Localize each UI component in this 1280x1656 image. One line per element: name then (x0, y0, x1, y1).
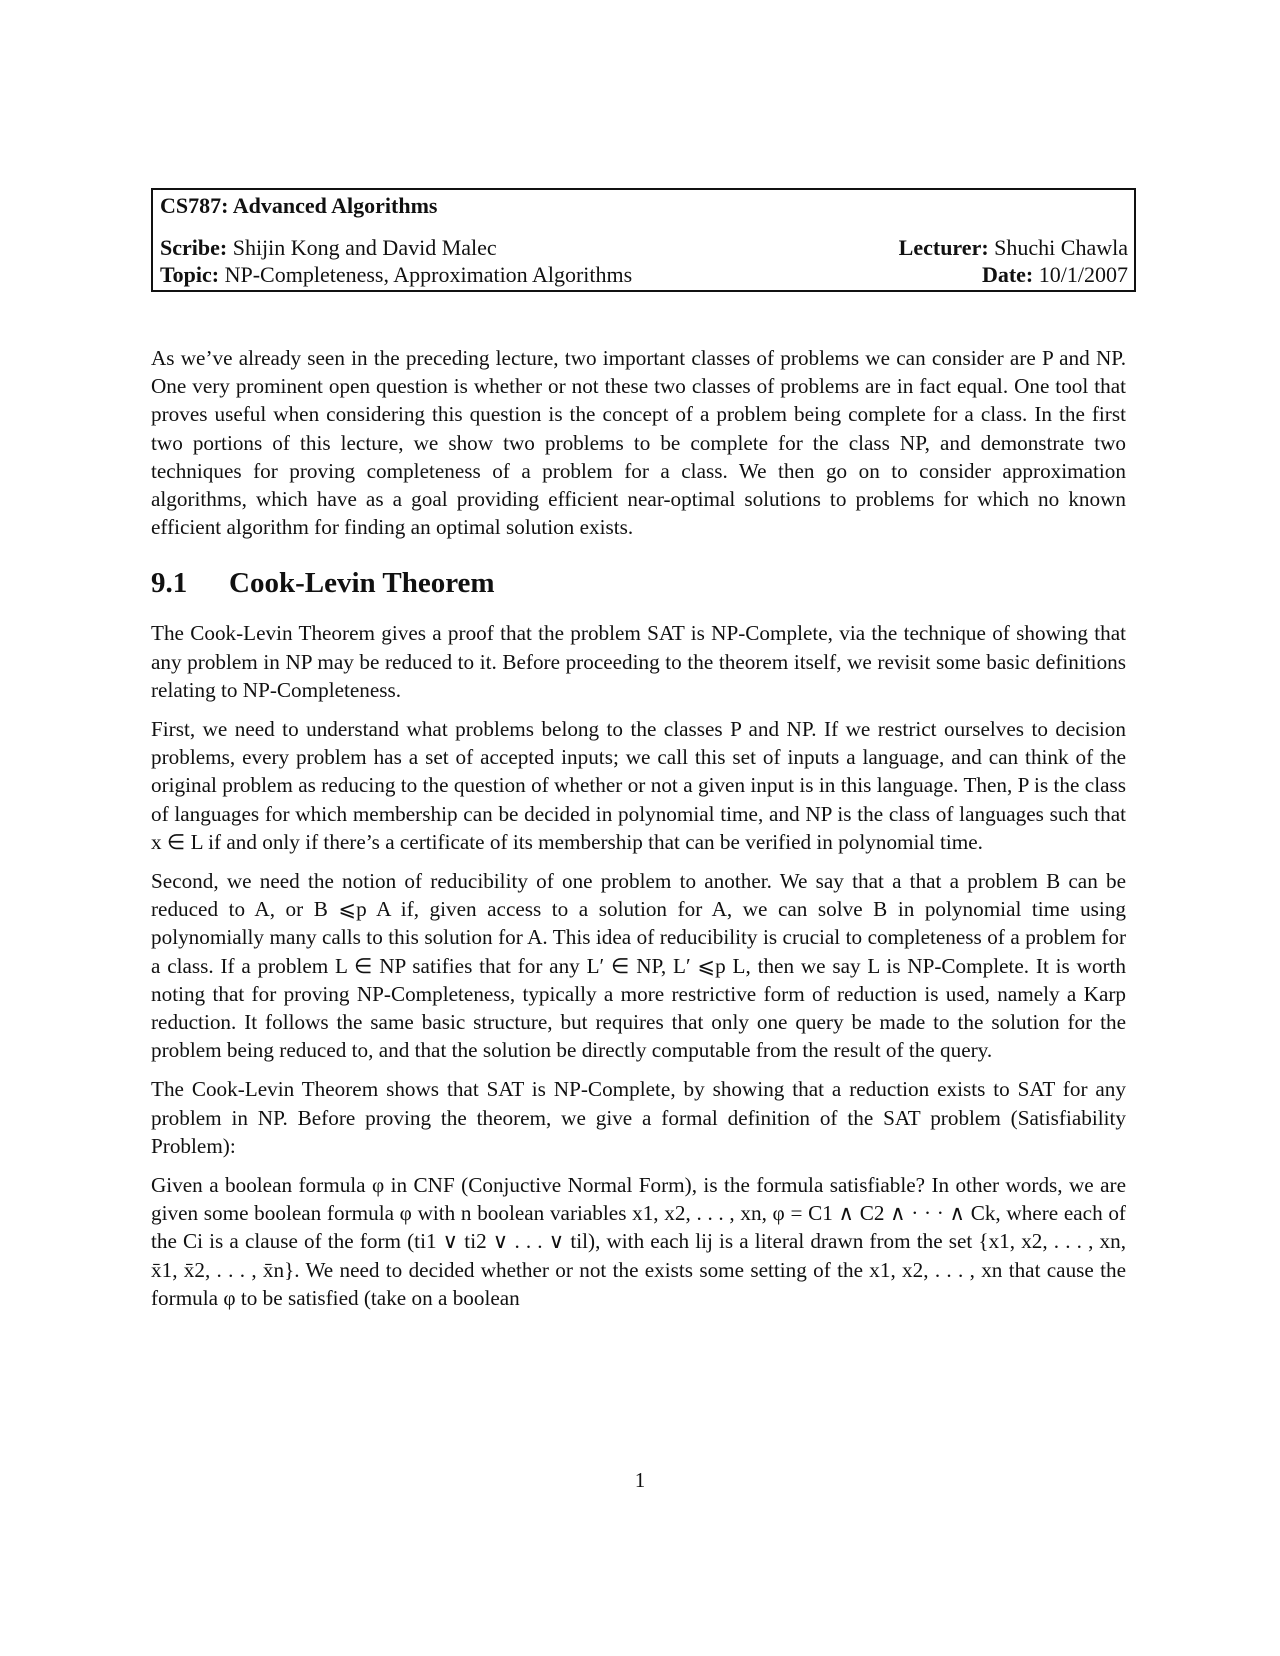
date-field (982, 261, 1128, 289)
lecturer-value: Shuchi Chawla (994, 235, 1128, 260)
intro-paragraph: As we’ve already seen in the preceding lecture, two important classes of problems we can consider are P and NP. One very prominent open question is whether or not these two classes of problems are in fact equal. One tool that proves useful when considering this question is the concept of a problem being complete for a class. In the first two portions of this lecture, we show two problems to be complete for the class NP, and demonstrate two techniques for proving completeness of a problem for a class. We then go on to consider approximation algorithms, which have as a goal providing efficient near-optimal solutions to problems for which no known efficient algorithm for finding an optimal solution exists. (151, 346, 1126, 540)
topic-label: Topic: (160, 262, 220, 287)
section-number: 9.1 (151, 567, 188, 600)
paragraph: The Cook-Levin Theorem gives a proof that the problem SAT is NP-Complete, via the technique of showing that any problem in NP may be reduced to it. Before proceeding to the theorem itself, we revisit some basic definitions relating to NP-Completeness. (151, 621, 1126, 702)
page-number: 1 (634, 1468, 646, 1492)
date-value: 10/1/2007 (1038, 262, 1128, 287)
scribe-field (160, 234, 497, 262)
lecturer-field (899, 234, 1128, 262)
scribe-label: Scribe: (160, 235, 228, 260)
body-content (151, 344, 1126, 1323)
paragraph: First, we need to understand what problems belong to the classes P and NP. If we restrict ourselves to decision problems, every problem has a set of accepted inputs; we call this set of inputs a language, and can think of the original problem as reducing to the question of whether or not a given input is in this language. Then, P is the class of languages for which membership can be decided in polynomial time, and NP is the class of languages such that x ∈ L if and only if there’s a certificate of its membership that can be verified in polynomial time. (151, 717, 1126, 854)
section-heading (151, 565, 1126, 601)
paragraph: Given a boolean formula φ in CNF (Conjuctive Normal Form), is the formula satisfiable? In other words, we are given some boolean formula φ with n boolean variables x1, x2, . . . , xn, φ = C1 ∧ C2 ∧ · · · ∧ Ck, where each of the Ci is a clause of the form (ti1 ∨ ti2 ∨ . . . ∨ til), with each lij is a literal drawn from the set {x1, x2, . . . , xn, x̄1, x̄2, . . . , x̄n}. We need to decided whether or not the exists some setting of the x1, x2, . . . , xn that cause the formula φ to be satisfied (take on a boolean (151, 1173, 1126, 1310)
section-title: Cook-Levin Theorem (229, 567, 495, 600)
date-label: Date: (981, 262, 1034, 287)
topic-value: NP-Completeness, Approximation Algorithms (224, 262, 633, 287)
scribe-value: Shijin Kong and David Malec (232, 235, 497, 260)
lecturer-label: Lecturer: (898, 235, 989, 260)
lecture-header-box (151, 188, 1136, 292)
topic-field (160, 261, 632, 289)
paragraph: Second, we need the notion of reducibility of one problem to another. We say that a that a problem B can be reduced to A, or B ⩽p A if, given access to a solution for A, we can solve B in polynomial time using polynomially many calls to this solution for A. This idea of reducibility is crucial to completeness of a problem for a class. If a problem L ∈ NP satifies that for any L′ ∈ NP, L′ ⩽p L, then we say L is NP-Complete. It is worth noting that for proving NP-Completeness, typically a more restrictive form of reduction is used, namely a Karp reduction. It follows the same basic structure, but requires that only one query be made to the solution for the problem being reduced to, and that the solution be directly computable from the result of the query. (151, 869, 1126, 1063)
course-title: CS787: Advanced Algorithms (160, 193, 438, 218)
header-row-scribe-lecturer (160, 234, 1128, 262)
paragraph: The Cook-Levin Theorem shows that SAT is NP-Complete, by showing that a reduction exists to SAT for any problem in NP. Before proving the theorem, we give a formal definition of the SAT problem (Satisfiability Problem): (151, 1077, 1126, 1158)
header-row-topic-date (160, 261, 1128, 289)
